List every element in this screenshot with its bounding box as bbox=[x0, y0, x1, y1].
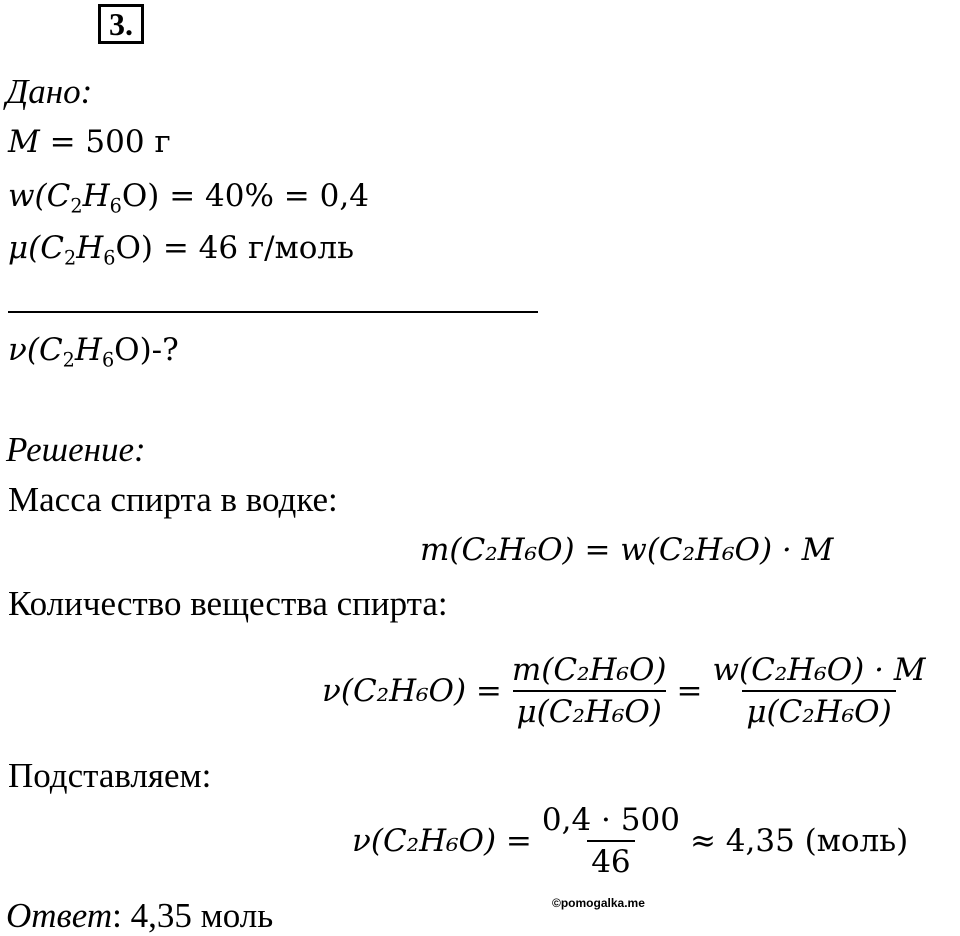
given-divider bbox=[8, 311, 538, 313]
equation-3-result: ≈ 4,35 (моль) bbox=[689, 823, 909, 859]
formula-part: H bbox=[82, 178, 110, 214]
equals-sign: = bbox=[676, 673, 703, 709]
fraction-2-numerator: w(C₂H₆O) · M bbox=[712, 652, 926, 688]
answer-value: : 4,35 моль bbox=[112, 896, 274, 935]
formula-part: ν(C bbox=[8, 332, 63, 368]
equation-3 bbox=[352, 802, 908, 880]
subscript: 6 bbox=[103, 246, 116, 270]
subscript: 2 bbox=[63, 246, 77, 270]
formula-part: O) = 46 г/моль bbox=[115, 230, 354, 266]
formula-part: H bbox=[74, 332, 102, 368]
given-heading: Дано: bbox=[6, 72, 93, 111]
subscript: 6 bbox=[101, 348, 115, 372]
equation-2-lhs: ν(C₂H₆O) = bbox=[322, 673, 502, 709]
answer-label: Ответ bbox=[6, 896, 113, 935]
subscript: 2 bbox=[62, 348, 75, 372]
given-mass bbox=[8, 124, 171, 160]
equation-3-lhs: ν(C₂H₆O) = bbox=[352, 823, 532, 859]
solution-text-2: Количество вещества спирта: bbox=[8, 584, 448, 623]
fraction-2-denominator: μ(C₂H₆O) bbox=[742, 690, 895, 730]
given-mass-fraction bbox=[8, 178, 369, 218]
given-mass-symbol: M bbox=[8, 124, 40, 160]
formula-part: w(C bbox=[8, 178, 71, 214]
solution-text-1: Масса спирта в водке: bbox=[8, 480, 338, 519]
solution-heading: Решение: bbox=[6, 430, 146, 469]
fraction-3 bbox=[538, 802, 684, 880]
fraction-3-denominator: 46 bbox=[587, 840, 634, 880]
equation-2 bbox=[322, 652, 936, 730]
subscript: 2 bbox=[70, 194, 83, 218]
formula-part: H bbox=[76, 230, 104, 266]
watermark: ©pomogalka.me bbox=[552, 896, 645, 910]
solution-text-3: Подставляем: bbox=[8, 756, 212, 795]
formula-part: O)-? bbox=[114, 332, 179, 368]
fraction-2 bbox=[708, 652, 929, 730]
equation-1: m(C₂H₆O) = w(C₂H₆O) · M bbox=[420, 532, 834, 568]
formula-part: μ(C bbox=[8, 230, 64, 266]
task-number: 3. bbox=[98, 4, 144, 44]
fraction-1-numerator: m(C₂H₆O) bbox=[511, 652, 667, 688]
given-molar-mass bbox=[8, 230, 354, 270]
fraction-3-numerator: 0,4 · 500 bbox=[541, 802, 680, 838]
given-mass-value: = 500 г bbox=[39, 124, 171, 160]
answer-line bbox=[6, 896, 273, 936]
formula-part: O) = 40% = 0,4 bbox=[121, 178, 369, 214]
find-line bbox=[8, 332, 179, 372]
subscript: 6 bbox=[109, 194, 122, 218]
fraction-1-denominator: μ(C₂H₆O) bbox=[513, 690, 666, 730]
fraction-1 bbox=[508, 652, 671, 730]
